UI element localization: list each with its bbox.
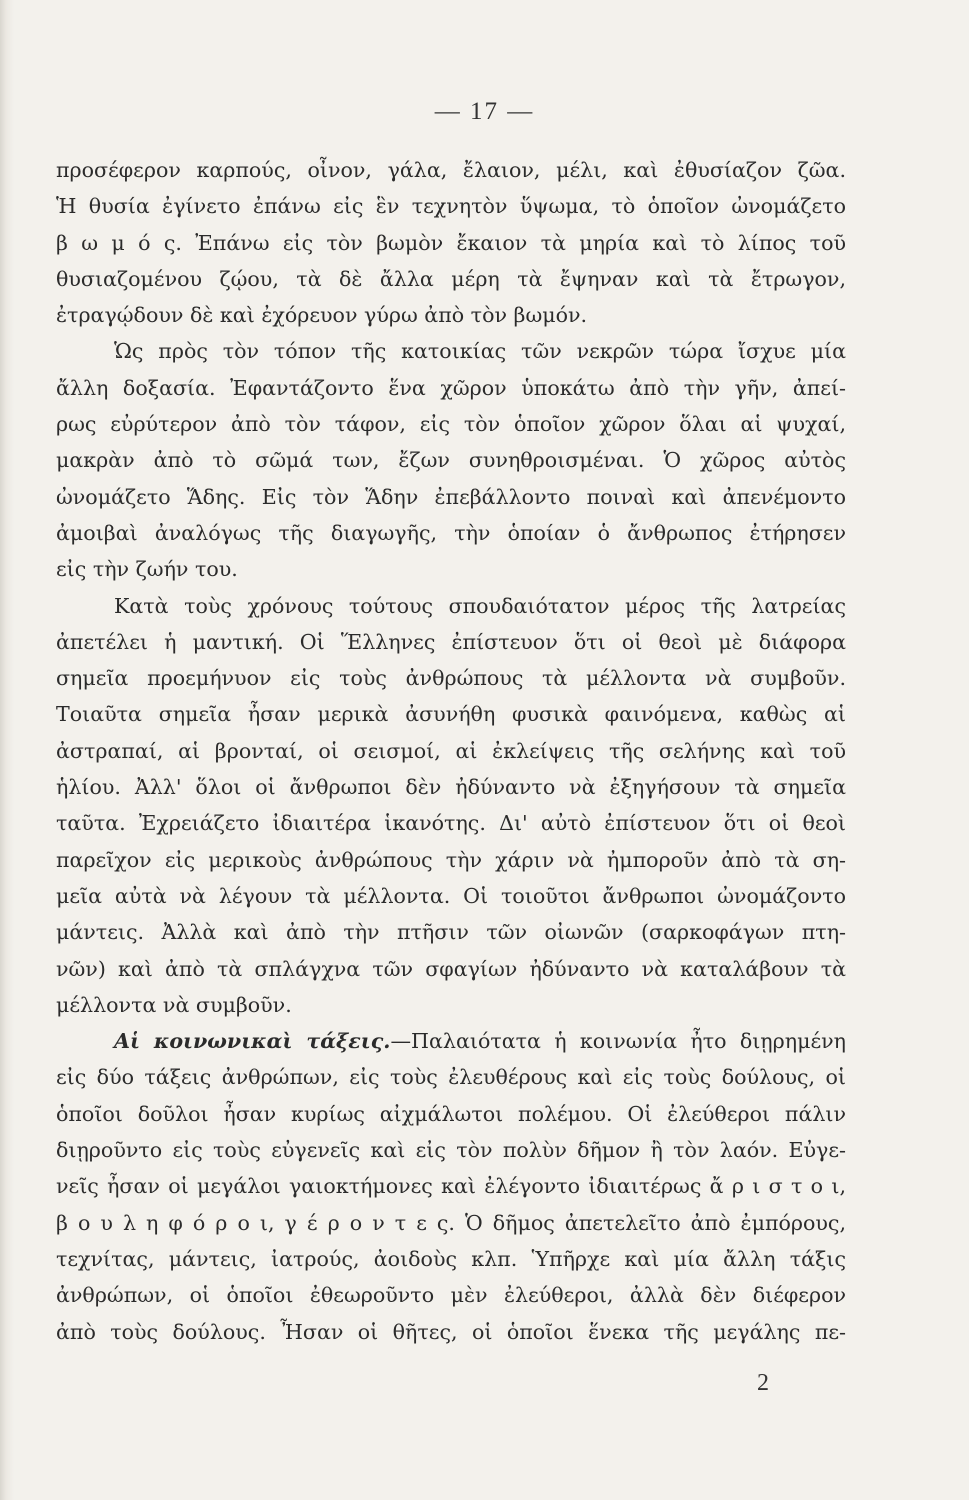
- text-line: ρως εὐρύτερον ἀπὸ τὸν τάφον, εἰς τὸν ὁποῖον χῶρον ὅλαι αἱ ψυχαί,: [56, 412, 846, 437]
- text-line: ὠνομάζετο Ἅδης. Εἰς τὸν Ἅδην ἐπεβάλλοντο ποιναὶ καὶ ἀπενέμοντο: [56, 484, 846, 509]
- text-line: διῃροῦντο εἰς τοὺς εὐγενεῖς καὶ εἰς τὸν πολὺν δῆμον ἢ τὸν λαόν. Εὐγε-: [56, 1138, 846, 1163]
- text-line: παρεῖχον εἰς μερικοὺς ἀνθρώπους τὴν χάριν νὰ ἠμποροῦν ἀπὸ τὰ ση-: [56, 847, 846, 872]
- text-line: Ἡ θυσία ἐγίνετο ἐπάνω εἰς ἓν τεχνητὸν ὕψωμα, τὸ ὁποῖον ὠνομάζετο: [56, 194, 846, 219]
- body-text: [56, 152, 846, 1350]
- text-line: ταῦτα. Ἐχρειάζετο ἰδιαιτέρα ἱκανότης. Δι' αὐτὸ ἐπίστευον ὅτι οἱ θεοὶ: [56, 811, 846, 836]
- text-line: μάντεις. Ἀλλὰ καὶ ἀπὸ τὴν πτῆσιν τῶν οἰωνῶν (σαρκοφάγων πτη-: [56, 920, 846, 945]
- text-line: μέλλοντα νὰ συμβοῦν.: [56, 992, 292, 1017]
- text-line: σημεῖα προεμήνυον εἰς τοὺς ἀνθρώπους τὰ μέλλοντα νὰ συμβοῦν.: [56, 666, 846, 691]
- text-line: εἰς δύο τάξεις ἀνθρώπων, εἰς τοὺς ἐλευθέρους καὶ εἰς τοὺς δούλους, οἱ: [56, 1065, 846, 1090]
- text-line: μεῖα αὐτὰ νὰ λέγουν τὰ μέλλοντα. Οἱ τοιοῦτοι ἄνθρωποι ὠνομάζοντο: [56, 883, 846, 908]
- text-line: ὁποῖοι δοῦλοι ἦσαν κυρίως αἰχμάλωτοι πολέμου. Οἱ ἐλεύθεροι πάλιν: [56, 1101, 846, 1126]
- text-line: ἀστραπαί, αἱ βρονταί, οἱ σεισμοί, αἱ ἐκλείψεις τῆς σελήνης καὶ τοῦ: [56, 738, 846, 763]
- text-line: Κατὰ τοὺς χρόνους τούτους σπουδαιότατον μέρος τῆς λατρείας: [114, 593, 846, 618]
- text-line: τεχνίτας, μάντεις, ἰατρούς, ἀοιδοὺς κλπ. Ὑπῆρχε καὶ μία ἄλλη τάξις: [56, 1246, 846, 1271]
- section-heading: Αἱ κοινωνικαὶ τάξεις.: [114, 1029, 391, 1054]
- text-line: προσέφερον καρπούς, οἶνον, γάλα, ἔλαιον, μέλι, καὶ ἐθυσίαζον ζῶα.: [56, 158, 846, 182]
- text-line: νεῖς ἦσαν οἱ μεγάλοι γαιοκτήμονες καὶ ἐλέγοντο ἰδιαιτέρως ἄ ρ ι σ τ ο ι,: [56, 1174, 846, 1199]
- text-line: Ὡς πρὸς τὸν τόπον τῆς κατοικίας τῶν νεκρῶν τώρα ἴσχυε μία: [114, 339, 846, 364]
- text-line: μακρὰν ἀπὸ τὸ σῶμά των, ἔζων συνηθροισμέναι. Ὁ χῶρος αὐτὸς: [56, 448, 846, 473]
- signature-mark: 2: [757, 1370, 769, 1396]
- text-line: ἡλίου. Ἀλλ' ὅλοι οἱ ἄνθρωποι δὲν ἠδύναντο νὰ ἐξηγήσουν τὰ σημεῖα: [56, 775, 846, 800]
- text-line: β ω μ ό ς. Ἐπάνω εἰς τὸν βωμὸν ἔκαιον τὰ μηρία καὶ τὸ λίπος τοῦ: [56, 230, 846, 255]
- text-line: εἰς τὴν ζωήν του.: [56, 557, 238, 582]
- text-line: ἀνθρώπων, οἱ ὁποῖοι ἐθεωροῦντο μὲν ἐλεύθεροι, ἀλλὰ δὲν διέφερον: [56, 1283, 846, 1308]
- text-line: ἐτραγῴδουν δὲ καὶ ἐχόρευον γύρω ἀπὸ τὸν βωμόν.: [56, 303, 588, 328]
- text-line: θυσιαζομένου ζῴου, τὰ δὲ ἄλλα μέρη τὰ ἔψηναν καὶ τὰ ἔτρωγον,: [56, 266, 846, 291]
- text-line: Τοιαῦτα σημεῖα ἦσαν μερικὰ ἀσυνήθη φυσικὰ φαινόμενα, καθὼς αἱ: [56, 702, 846, 727]
- text-line: ἄλλη δοξασία. Ἐφαντάζοντο ἕνα χῶρον ὑποκάτω ἀπὸ τὴν γῆν, ἀπεί-: [56, 375, 846, 400]
- text-line: νῶν) καὶ ἀπὸ τὰ σπλάγχνα τῶν σφαγίων ἠδύναντο νὰ καταλάβουν τὰ: [56, 956, 846, 981]
- text-line: ἀπὸ τοὺς δούλους. Ἦσαν οἱ θῆτες, οἱ ὁποῖοι ἕνεκα τῆς μεγάλης πε-: [56, 1319, 846, 1344]
- text-line: [56, 1023, 846, 1059]
- text-run: —Παλαιότατα ἡ κοινωνία ἦτο διῃρημένη: [390, 1029, 846, 1054]
- text-line: β ο υ λ η φ ό ρ ο ι, γ έ ρ ο ν τ ε ς. Ὁ δῆμος ἀπετελεῖτο ἀπὸ ἐμπόρους,: [56, 1210, 846, 1235]
- text-line: ἀπετέλει ἡ μαντική. Οἱ Ἕλληνες ἐπίστευον ὅτι οἱ θεοὶ μὲ διάφορα: [56, 629, 846, 654]
- text-line: ἀμοιβαὶ ἀναλόγως τῆς διαγωγῆς, τὴν ὁποίαν ὁ ἄνθρωπος ἐτήρησεν: [56, 520, 846, 545]
- page-number-header: — 17 —: [434, 98, 535, 125]
